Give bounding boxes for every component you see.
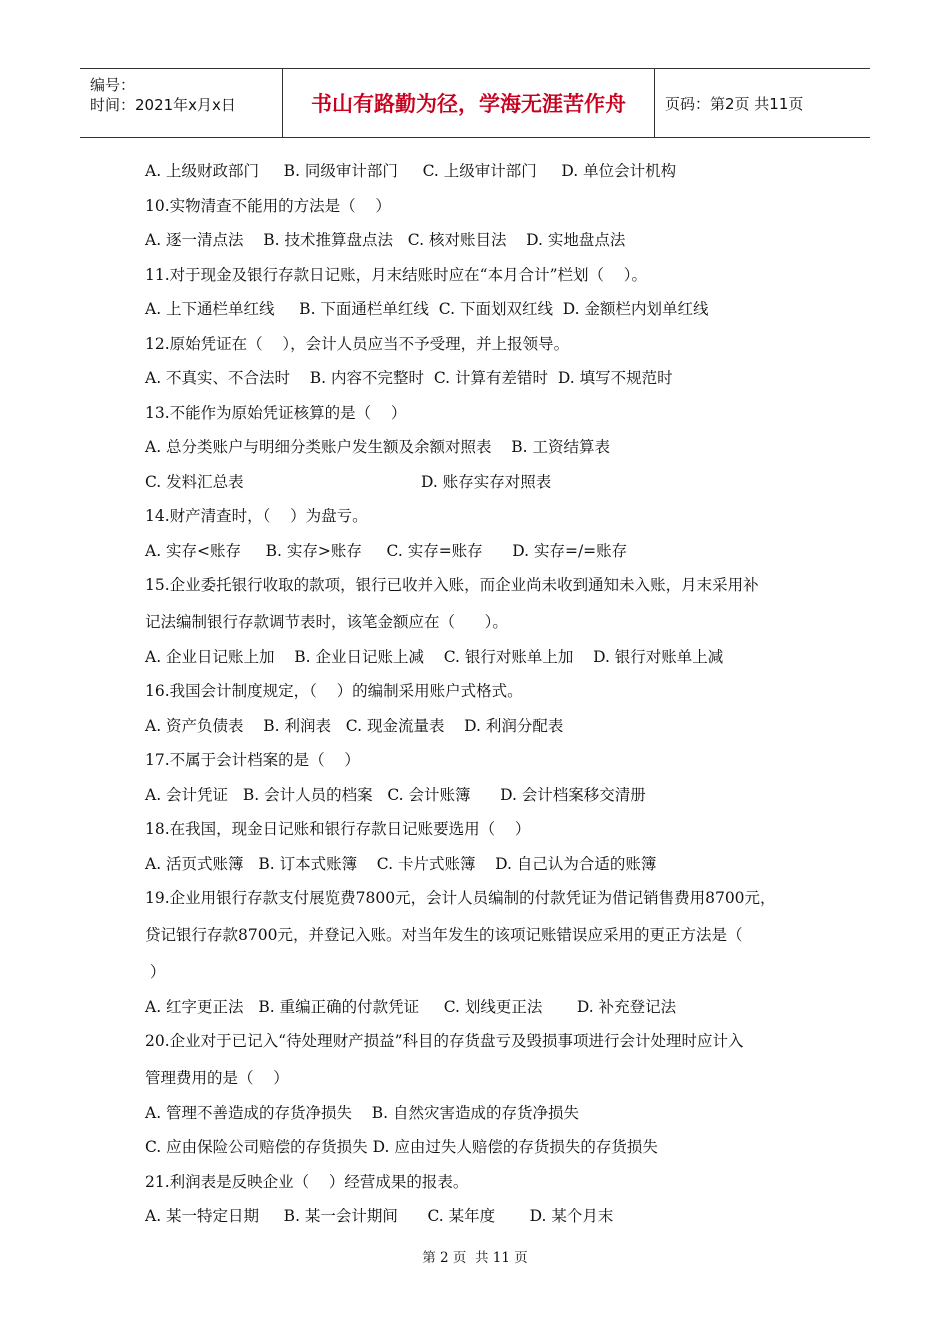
text-line: C. 应由保险公司赔偿的存货损失 D. 应由过失人赔偿的存货损失的存货损失 bbox=[145, 1138, 658, 1156]
text-line: 12.原始凭证在（ ），会计人员应当不予受理，并上报领导。 bbox=[145, 335, 570, 353]
text-line: 管理费用的是（ ） bbox=[145, 1069, 289, 1087]
text-line: 13.不能作为原始凭证核算的是（ ） bbox=[145, 404, 407, 422]
text-line: 记法编制银行存款调节表时，该笔金额应在（ ）。 bbox=[145, 613, 508, 631]
text-line: A. 不真实、不合法时 B. 内容不完整时 C. 计算有差错时 D. 填写不规范时 bbox=[145, 369, 673, 387]
text-line: 14.财产清查时，（ ）为盘亏。 bbox=[145, 507, 368, 525]
text-line: 贷记银行存款8700元，并登记入账。对当年发生的该项记账错误应采用的更正方法是（ bbox=[145, 926, 743, 944]
text-line: A. 逐一清点法 B. 技术推算盘点法 C. 核对账目法 D. 实地盘点法 bbox=[145, 231, 626, 249]
number-label: 编号： bbox=[90, 76, 136, 94]
text-line: A. 资产负债表 B. 利润表 C. 现金流量表 D. 利润分配表 bbox=[145, 717, 564, 735]
header-page-info: 页码：第2页 共11页 bbox=[665, 94, 804, 113]
text-line: 15.企业委托银行收取的款项，银行已收并入账，而企业尚未收到通知未入账，月末采用补 bbox=[145, 576, 759, 594]
text-line: ） bbox=[145, 963, 166, 981]
text-line: A. 上级财政部门 B. 同级审计部门 C. 上级审计部门 D. 单位会计机构 bbox=[145, 162, 677, 180]
header-motto: 书山有路勤为径，学海无涯苦作舟 bbox=[283, 69, 655, 137]
text-line: A. 实存<账存 B. 实存>账存 C. 实存=账存 D. 实存=/=账存 bbox=[145, 542, 628, 560]
text-line: A. 总分类账户与明细分类账户发生额及余额对照表 B. 工资结算表 bbox=[145, 438, 611, 456]
text-line: A. 管理不善造成的存货净损失 B. 自然灾害造成的存货净损失 bbox=[145, 1104, 580, 1122]
header-meta bbox=[80, 69, 283, 137]
text-line: 17.不属于会计档案的是（ ） bbox=[145, 751, 360, 769]
text-line: 21.利润表是反映企业（ ）经营成果的报表。 bbox=[145, 1173, 469, 1191]
text-line: A. 活页式账簿 B. 订本式账簿 C. 卡片式账簿 D. 自己认为合适的账簿 bbox=[145, 855, 657, 873]
text-line: 20.企业对于已记入“待处理财产损益”科目的存货盘亏及毁损事项进行会计处理时应计入 bbox=[145, 1032, 744, 1050]
page-footer: 第 2 页 共 11 页 bbox=[422, 1250, 528, 1266]
time-label: 时间：2021年x月x日 bbox=[90, 96, 236, 114]
page-header bbox=[80, 68, 870, 138]
text-line: A. 企业日记账上加 B. 企业日记账上减 C. 银行对账单上加 D. 银行对账单上减 bbox=[145, 648, 724, 666]
text-line: A. 会计凭证 B. 会计人员的档案 C. 会计账簿 D. 会计档案移交清册 bbox=[145, 786, 646, 804]
text-line: 19.企业用银行存款支付展览费7800元，会计人员编制的付款凭证为借记销售费用8700元， bbox=[145, 889, 776, 907]
text-line: 10.实物清查不能用的方法是（ ） bbox=[145, 197, 391, 215]
text-line: A. 某一特定日期 B. 某一会计期间 C. 某年度 D. 某个月末 bbox=[145, 1207, 614, 1225]
text-line: 18.在我国，现金日记账和银行存款日记账要选用（ ） bbox=[145, 820, 531, 838]
text-line: C. 发料汇总表 D. 账存实存对照表 bbox=[145, 473, 552, 491]
text-line: A. 上下通栏单红线 B. 下面通栏单红线 C. 下面划双红线 D. 金额栏内划单红线 bbox=[145, 300, 709, 318]
text-line: 16.我国会计制度规定，（ ）的编制采用账户式格式。 bbox=[145, 682, 523, 700]
text-line: A. 红字更正法 B. 重编正确的付款凭证 C. 划线更正法 D. 补充登记法 bbox=[145, 998, 677, 1016]
text-line: 11.对于现金及银行存款日记账，月末结账时应在“本月合计”栏划（ ）。 bbox=[145, 266, 647, 284]
